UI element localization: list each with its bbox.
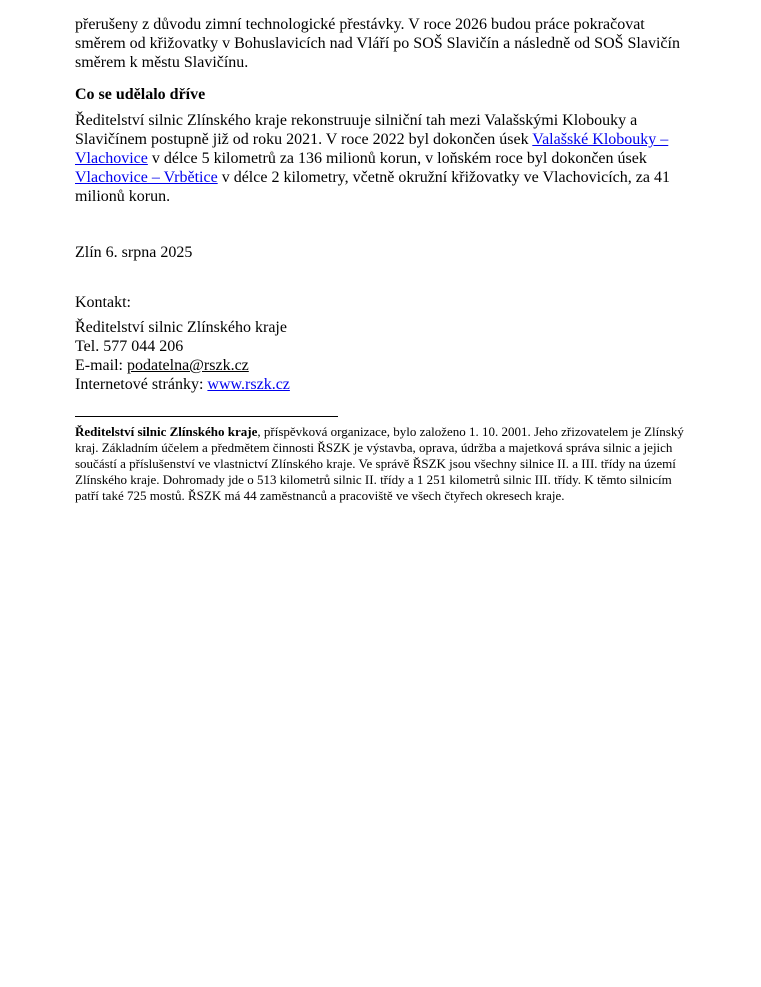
contact-email-line [75,356,692,375]
contact-web-link[interactable]: www.rszk.cz [207,376,290,393]
contact-email-label: E-mail: [75,357,127,374]
paragraph-intro [75,15,692,72]
text-run: Ředitelství silnic Zlínského kraje rekonstruuje silniční tah mezi Valašskými Klobouky a Slavičínem postupně již od roku 2021. V roce 2022 byl dokončen úsek [75,112,638,148]
contact-email-link[interactable]: podatelna@rszk.cz [126,357,249,374]
contact-label: Kontakt: [75,294,131,311]
text-run: přerušeny z důvodu zimní technologické přestávky. V roce 2026 budou práce pokračovat směrem od křižovatky v Bohuslavicích nad Vláří po SOŠ Slavičín a následně od SOŠ Slavičín směrem k městu Slavičínu. [75,16,680,71]
text-run: v délce 5 kilometrů za 136 milionů korun, v loňském roce byl dokončen úsek [147,150,647,167]
section-heading: Co se udělalo dříve [75,86,206,103]
contact-web-line [75,375,692,394]
dateline: Zlín 6. srpna 2025 [75,244,193,261]
inline-link[interactable]: Valašské Klobouky – Vlachovice [75,131,669,167]
text-run: v délce 2 kilometry, včetně okružní křižovatky ve Vlachovicích, za 41 milionů korun. [75,169,670,205]
paragraph-history [75,111,692,206]
bold-text: Ředitelství silnic Zlínského kraje [75,424,258,439]
footnote-divider [75,416,338,417]
text-run: , příspěvková organizace, bylo založeno 1. 10. 2001. Jeho zřizovatelem je Zlínský kraj. Základním účelem a předmětem činnosti ŘSZK je výstavba, oprava, údržba a majetková správa silnic a jejich součástí a příslušenství ve vlastnictví Zlínského kraje. Ve správě ŘSZK jsou všechny silnice II. a III. třídy na území Zlínského kraje. Dohromady jde o 513 kilometrů silnic II. třídy a 1 251 kilometrů silnic III. třídy. K těmto silnicím patří také 725 mostů. ŘSZK má 44 zaměstnanců a pracoviště ve všech čtyřech okresech kraje. [75,424,684,503]
contact-organization: Ředitelství silnic Zlínského kraje [75,319,287,336]
contact-web-label: Internetové stránky: [75,376,208,393]
contact-phone: Tel. 577 044 206 [75,338,184,355]
footnote-paragraph [75,424,692,504]
inline-link[interactable]: Vlachovice – Vrbětice [75,169,218,186]
contact-block [75,318,692,394]
